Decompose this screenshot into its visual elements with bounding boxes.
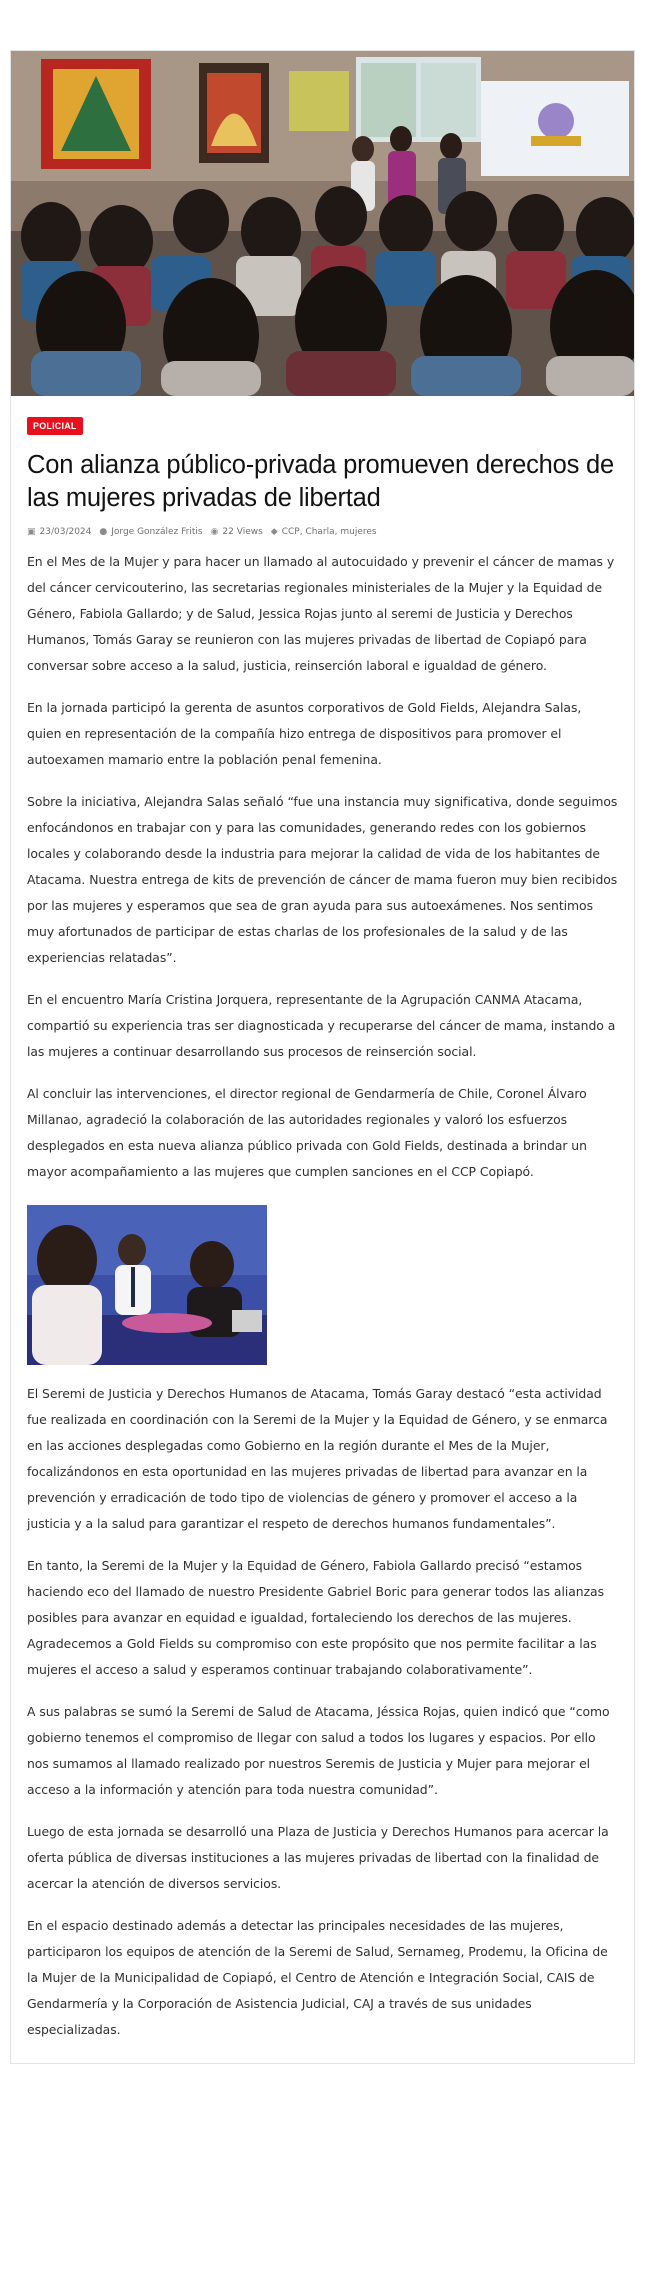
meta-author-text[interactable]: Jorge González Fritis xyxy=(111,527,203,537)
paragraph: El Seremi de Justicia y Derechos Humanos de Atacama, Tomás Garay destacó “esta actividad fue realizada en coordinación con la Seremi de la Mujer y la Equidad de Género, y se enmarca en las acciones desplegadas como Gobierno en la región durante el Mes de la Mujer, focalizándonos en esta oportunidad en las mujeres privadas de libertad para avanzar en la prevención y erradicación de todo tipo de violencias de género y promover el acceso a la justicia y a la salud para garantizar el respeto de derechos humanos fundamentales”. xyxy=(27,1386,608,1531)
paragraph: Sobre la iniciativa, Alejandra Salas señaló “fue una instancia muy significativa, donde seguimos enfocándonos en trabajar con y para las comunidades, generando redes con los gobiernos locales y colaborando desde la industria para mejorar la calidad de vida de los habitantes de Atacama. Nuestra entrega de kits de prevención de cáncer de mama fueron muy bien recibidos por las mujeres y esperamos que sea de gran ayuda para sus autoexámenes. Nos sentimos muy afortunados de participar de estas charlas de los profesionales de la salud y de las experiencias relatadas”. xyxy=(27,794,618,965)
meta-date-text: 23/03/2024 xyxy=(39,527,92,537)
paragraph: Al concluir las intervenciones, el director regional de Gendarmería de Chile, Coronel Álvaro Millanao, agradeció la colaboración de las autoridades regionales y valoró los esfuerzos desplegados en esta nueva alianza público privada con Gold Fields, destinada a brindar un mayor acompañamiento a las mujeres que cumplen sanciones en el CCP Copiapó. xyxy=(27,1086,587,1179)
meta-author[interactable] xyxy=(99,527,202,537)
calendar-icon: ▣ xyxy=(27,527,36,537)
article-card xyxy=(10,50,635,2064)
meta-tags[interactable] xyxy=(271,527,377,537)
hero-image xyxy=(11,51,634,396)
article-content xyxy=(11,396,634,2063)
eye-icon: ◉ xyxy=(210,527,219,537)
article-meta xyxy=(27,527,618,537)
paragraph: Luego de esta jornada se desarrolló una Plaza de Justicia y Derechos Humanos para acercar la oferta pública de diversas instituciones a las mujeres privadas de libertad con la finalidad de acercar la atención de diversos servicios. xyxy=(27,1824,609,1891)
meta-views-text: 22 Views xyxy=(222,527,263,537)
paragraph: En el Mes de la Mujer y para hacer un llamado al autocuidado y prevenir el cáncer de mamas y del cáncer cervicouterino, las secretarias regionales ministeriales de la Mujer y la Equidad de Género, Fabiola Gallardo; y de Salud, Jessica Rojas junto al seremi de Justicia y Derechos Humanos, Tomás Garay se reunieron con las mujeres privadas de libertad de Copiapó para conversar sobre acceso a la salud, justicia, reinserción laboral e igualdad de género. xyxy=(27,554,615,673)
tag-icon: ◆ xyxy=(270,527,278,537)
paragraph: A sus palabras se sumó la Seremi de Salud de Atacama, Jéssica Rojas, quien indicó que “como gobierno tenemos el compromiso de llegar con salud a todos los lugares y espacios. Por ello nos sumamos al llamado realizado por nuestros Seremis de Justicia y Mujer para mejorar el acceso a la información y atención para toda nuestra comunidad”. xyxy=(27,1704,610,1797)
paragraph: En la jornada participó la gerenta de asuntos corporativos de Gold Fields, Alejandra Salas, quien en representación de la compañía hizo entrega de dispositivos para promover el autoexamen mamario entre la población penal femenina. xyxy=(27,700,582,767)
meta-views xyxy=(211,527,263,537)
user-icon: ● xyxy=(99,527,108,537)
meta-date xyxy=(27,527,91,537)
inline-photo xyxy=(27,1205,267,1365)
paragraph: En el encuentro María Cristina Jorquera, representante de la Agrupación CANMA Atacama, compartió su experiencia tras ser diagnosticada y recuperarse del cáncer de mama, instando a las mujeres a continuar desarrollando sus procesos de reinserción social. xyxy=(27,992,616,1059)
category-badge[interactable]: POLICIAL xyxy=(27,417,83,435)
article-body xyxy=(27,549,618,2043)
paragraph: En el espacio destinado además a detectar las principales necesidades de las mujeres, participaron los equipos de atención de la Seremi de Salud, Sernameg, Prodemu, la Oficina de la Mujer de la Municipalidad de Copiapó, el Centro de Atención e Integración Social, CAIS de Gendarmería y la Corporación de Asistencia Judicial, CAJ a través de sus unidades especializadas. xyxy=(27,1918,608,2037)
meta-tags-text[interactable]: CCP, Charla, mujeres xyxy=(281,527,377,537)
article-title: Con alianza público-privada promueven derechos de las mujeres privadas de libertad xyxy=(27,451,614,512)
paragraph: En tanto, la Seremi de la Mujer y la Equidad de Género, Fabiola Gallardo precisó “estamos haciendo eco del llamado de nuestro Presidente Gabriel Boric para generar todos las alianzas posibles para avanzar en equidad e igualdad, fortaleciendo los derechos de las mujeres. Agradecemos a Gold Fields su compromiso con este propósito que nos permite facilitar a las mujeres el acceso a salud y esperamos continuar trabajando colaborativamente”. xyxy=(27,1558,605,1677)
